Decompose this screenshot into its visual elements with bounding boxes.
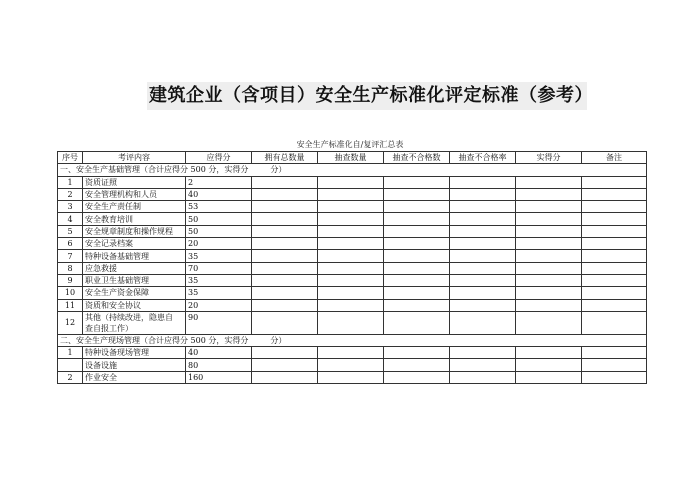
- cell-fail-rate: [450, 299, 516, 311]
- row-score: 20: [186, 238, 252, 250]
- cell-fail-rate: [450, 274, 516, 286]
- table-row: [58, 213, 647, 225]
- cell-fail-count: [384, 176, 450, 188]
- cell-sample-count: [318, 274, 384, 286]
- table-row: [58, 238, 647, 250]
- cell-actual-score: [516, 201, 582, 213]
- table-row: [58, 371, 647, 383]
- cell-remarks: [582, 287, 647, 299]
- cell-remarks: [582, 213, 647, 225]
- row-score: 70: [186, 262, 252, 274]
- section-title: [58, 164, 647, 176]
- cell-fail-count: [384, 299, 450, 311]
- cell-fail-rate: [450, 238, 516, 250]
- column-header-content: 考评内容: [83, 152, 186, 164]
- row-content: 资质和安全协议: [83, 299, 186, 311]
- header-row: [58, 152, 647, 164]
- cell-fail-count: [384, 238, 450, 250]
- table-row: [58, 299, 647, 311]
- cell-fail-count: [384, 311, 450, 334]
- cell-actual-score: [516, 238, 582, 250]
- cell-total-count: [252, 371, 318, 383]
- column-header-fail-rate: 抽查不合格率: [450, 152, 516, 164]
- row-no: 12: [58, 311, 83, 334]
- cell-remarks: [582, 347, 647, 359]
- cell-remarks: [582, 371, 647, 383]
- row-content: 安全规章制度和操作规程: [83, 225, 186, 237]
- cell-fail-rate: [450, 371, 516, 383]
- table-row: [58, 225, 647, 237]
- cell-fail-count: [384, 213, 450, 225]
- cell-sample-count: [318, 250, 384, 262]
- cell-actual-score: [516, 176, 582, 188]
- cell-sample-count: [318, 262, 384, 274]
- row-no: 6: [58, 238, 83, 250]
- row-content: 作业安全: [83, 371, 186, 383]
- row-content: 设备设施: [83, 359, 186, 371]
- row-no: 11: [58, 299, 83, 311]
- table-row: [58, 347, 647, 359]
- row-score: 90: [186, 311, 252, 334]
- row-content: 安全生产资金保障: [83, 287, 186, 299]
- cell-actual-score: [516, 299, 582, 311]
- summary-table: [57, 151, 647, 384]
- table-row: [58, 176, 647, 188]
- row-content: 职业卫生基础管理: [83, 274, 186, 286]
- cell-total-count: [252, 311, 318, 334]
- cell-actual-score: [516, 274, 582, 286]
- cell-fail-rate: [450, 287, 516, 299]
- cell-total-count: [252, 201, 318, 213]
- cell-remarks: [582, 359, 647, 371]
- row-content: 安全管理机构和人员: [83, 188, 186, 200]
- cell-fail-count: [384, 274, 450, 286]
- table-row: [58, 311, 647, 334]
- column-header-actual-score: 实得分: [516, 152, 582, 164]
- row-score: 35: [186, 274, 252, 286]
- cell-fail-count: [384, 287, 450, 299]
- cell-fail-rate: [450, 359, 516, 371]
- cell-remarks: [582, 274, 647, 286]
- table-row: [58, 201, 647, 213]
- cell-total-count: [252, 287, 318, 299]
- cell-fail-count: [384, 359, 450, 371]
- cell-actual-score: [516, 213, 582, 225]
- cell-fail-count: [384, 225, 450, 237]
- row-score: 40: [186, 347, 252, 359]
- row-score: 35: [186, 287, 252, 299]
- cell-actual-score: [516, 225, 582, 237]
- page-title: 建筑企业（含项目）安全生产标准化评定标准（参考）: [147, 82, 587, 110]
- row-score: 20: [186, 299, 252, 311]
- row-score: 40: [186, 188, 252, 200]
- cell-actual-score: [516, 347, 582, 359]
- row-content: 应急救援: [83, 262, 186, 274]
- cell-fail-count: [384, 347, 450, 359]
- cell-remarks: [582, 311, 647, 334]
- cell-total-count: [252, 225, 318, 237]
- section-title-suffix: 分）: [270, 336, 287, 345]
- cell-fail-rate: [450, 176, 516, 188]
- row-no: 9: [58, 274, 83, 286]
- cell-fail-rate: [450, 311, 516, 334]
- row-no: [58, 359, 83, 371]
- section-title-suffix: 分）: [270, 165, 287, 175]
- column-header-total-count: 拥有总数量: [252, 152, 318, 164]
- cell-sample-count: [318, 225, 384, 237]
- cell-fail-rate: [450, 213, 516, 225]
- cell-sample-count: [318, 238, 384, 250]
- cell-total-count: [252, 238, 318, 250]
- cell-sample-count: [318, 347, 384, 359]
- cell-actual-score: [516, 371, 582, 383]
- column-header-fail-count: 抽查不合格数: [384, 152, 450, 164]
- row-content: [83, 311, 186, 334]
- cell-remarks: [582, 299, 647, 311]
- table-row: [58, 250, 647, 262]
- cell-sample-count: [318, 201, 384, 213]
- cell-remarks: [582, 225, 647, 237]
- row-content: 资质证照: [83, 176, 186, 188]
- row-no: 4: [58, 213, 83, 225]
- table-row: [58, 262, 647, 274]
- cell-fail-count: [384, 371, 450, 383]
- cell-fail-rate: [450, 225, 516, 237]
- cell-total-count: [252, 250, 318, 262]
- row-content: 安全生产责任制: [83, 201, 186, 213]
- cell-sample-count: [318, 371, 384, 383]
- row-content-line-1: 其他（持续改进，隐患自: [85, 312, 173, 322]
- cell-fail-rate: [450, 262, 516, 274]
- cell-sample-count: [318, 359, 384, 371]
- row-score: 53: [186, 201, 252, 213]
- column-header-remarks: 备注: [582, 152, 647, 164]
- cell-fail-count: [384, 201, 450, 213]
- row-no: 5: [58, 225, 83, 237]
- cell-fail-rate: [450, 201, 516, 213]
- cell-fail-rate: [450, 188, 516, 200]
- row-score: 35: [186, 250, 252, 262]
- cell-remarks: [582, 176, 647, 188]
- section-row: [58, 164, 647, 176]
- row-no: 2: [58, 188, 83, 200]
- cell-sample-count: [318, 176, 384, 188]
- cell-total-count: [252, 347, 318, 359]
- column-header-score: 应得分: [186, 152, 252, 164]
- cell-remarks: [582, 188, 647, 200]
- row-no: 3: [58, 201, 83, 213]
- row-no: 8: [58, 262, 83, 274]
- row-score: 2: [186, 176, 252, 188]
- cell-fail-count: [384, 250, 450, 262]
- cell-sample-count: [318, 299, 384, 311]
- cell-actual-score: [516, 262, 582, 274]
- cell-actual-score: [516, 287, 582, 299]
- table-row: [58, 359, 647, 371]
- row-content: 特种设备现场管理: [83, 347, 186, 359]
- row-no: 1: [58, 347, 83, 359]
- row-score: 160: [186, 371, 252, 383]
- cell-sample-count: [318, 213, 384, 225]
- cell-total-count: [252, 359, 318, 371]
- cell-sample-count: [318, 287, 384, 299]
- table-row: [58, 274, 647, 286]
- cell-remarks: [582, 201, 647, 213]
- row-content-line-2: 查自报工作）: [85, 323, 133, 333]
- row-no: 10: [58, 287, 83, 299]
- cell-total-count: [252, 299, 318, 311]
- cell-sample-count: [318, 188, 384, 200]
- cell-remarks: [582, 238, 647, 250]
- table-row: [58, 287, 647, 299]
- cell-total-count: [252, 188, 318, 200]
- column-header-sample-count: 抽查数量: [318, 152, 384, 164]
- row-content: 安全教育培训: [83, 213, 186, 225]
- column-header-no: 序号: [58, 152, 83, 164]
- cell-actual-score: [516, 359, 582, 371]
- cell-fail-count: [384, 262, 450, 274]
- row-content: 特种设备基础管理: [83, 250, 186, 262]
- cell-total-count: [252, 213, 318, 225]
- table-row: [58, 188, 647, 200]
- cell-actual-score: [516, 250, 582, 262]
- section-title-prefix: 二、安全生产现场管理（合计应得分 500 分，实得分: [60, 336, 249, 345]
- cell-remarks: [582, 250, 647, 262]
- row-no: 1: [58, 176, 83, 188]
- cell-fail-count: [384, 188, 450, 200]
- cell-total-count: [252, 274, 318, 286]
- section-row: [58, 334, 647, 346]
- row-score: 50: [186, 213, 252, 225]
- cell-actual-score: [516, 188, 582, 200]
- row-no: 2: [58, 371, 83, 383]
- row-score: 80: [186, 359, 252, 371]
- cell-total-count: [252, 176, 318, 188]
- cell-fail-rate: [450, 250, 516, 262]
- cell-remarks: [582, 262, 647, 274]
- section-title: [58, 334, 647, 346]
- cell-total-count: [252, 262, 318, 274]
- cell-actual-score: [516, 311, 582, 334]
- cell-fail-rate: [450, 347, 516, 359]
- cell-sample-count: [318, 311, 384, 334]
- table-caption: 安全生产标准化自/复评汇总表: [296, 140, 404, 149]
- row-content: 安全记录档案: [83, 238, 186, 250]
- section-title-prefix: 一、安全生产基础管理（合计应得分 500 分，实得分: [60, 165, 249, 175]
- row-no: 7: [58, 250, 83, 262]
- row-score: 50: [186, 225, 252, 237]
